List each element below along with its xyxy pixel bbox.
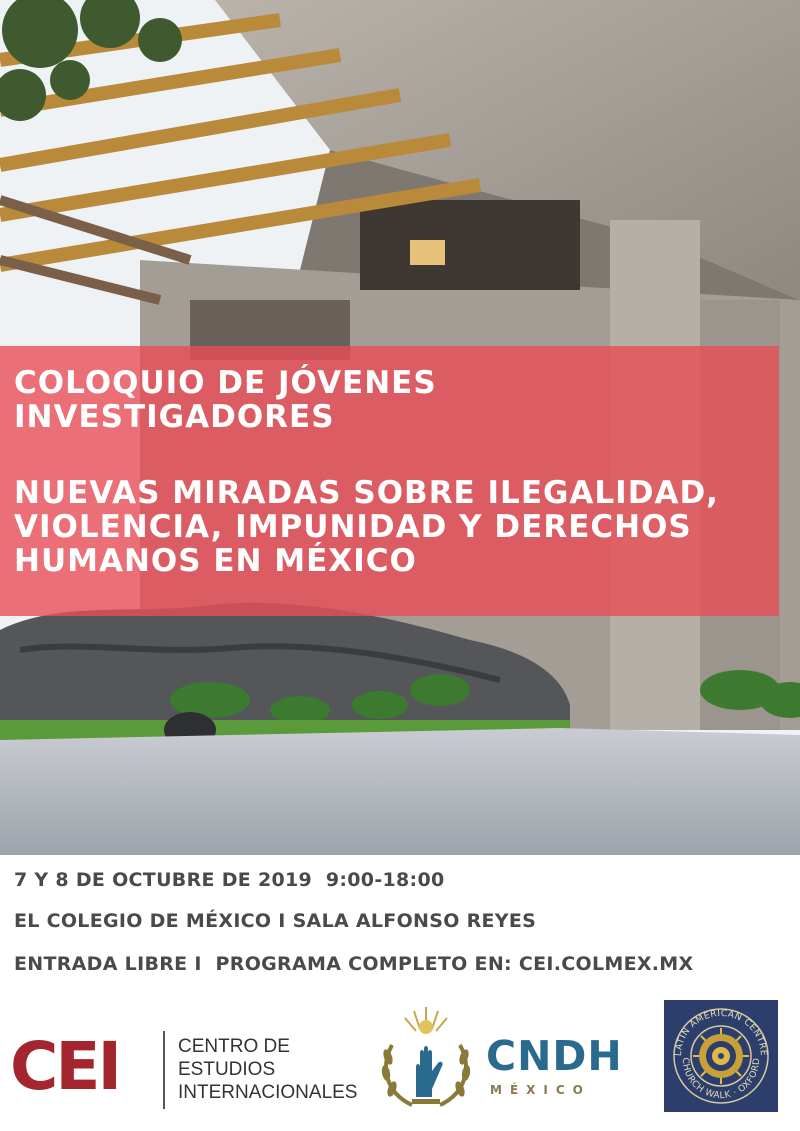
event-entry-program: ENTRADA LIBRE I PROGRAMA COMPLETO EN: CEI.COLMEX.MX <box>14 953 694 975</box>
cndh-wordmark: CNDH <box>486 1032 623 1080</box>
cndh-subtitle: MÉXICO <box>490 1083 591 1097</box>
cei-name-line: INTERNACIONALES <box>178 1082 358 1103</box>
event-subtitle: NUEVAS MIRADAS SOBRE ILEGALIDAD, VIOLENCIA, IMPUNIDAD Y DERECHOS HUMANOS EN MÉXICO <box>14 475 719 579</box>
cei-logo-name <box>178 1035 357 1104</box>
cndh-logo <box>378 1005 623 1113</box>
event-title: COLOQUIO DE JÓVENES INVESTIGADORES <box>14 365 437 435</box>
latin-american-centre-logo <box>664 1000 778 1112</box>
cei-name-line: CENTRO DE <box>178 1036 290 1057</box>
cei-logo <box>10 1025 370 1113</box>
lac-ring-bottom-text: CHURCH WALK · OXFORD <box>679 1057 763 1102</box>
latin-american-centre-seal-icon <box>664 1000 778 1112</box>
event-venue: EL COLEGIO DE MÉXICO I SALA ALFONSO REYES <box>14 910 537 932</box>
event-date-time: 7 Y 8 DE OCTUBRE DE 2019 9:00-18:00 <box>14 869 445 891</box>
cndh-emblem-icon <box>378 1005 478 1113</box>
cei-logo-divider <box>163 1031 165 1109</box>
lac-ring-top-text: LATIN AMERICAN CENTRE <box>673 1008 769 1057</box>
cei-name-line: ESTUDIOS <box>178 1059 276 1080</box>
cei-logo-mark: CEI <box>10 1028 120 1105</box>
